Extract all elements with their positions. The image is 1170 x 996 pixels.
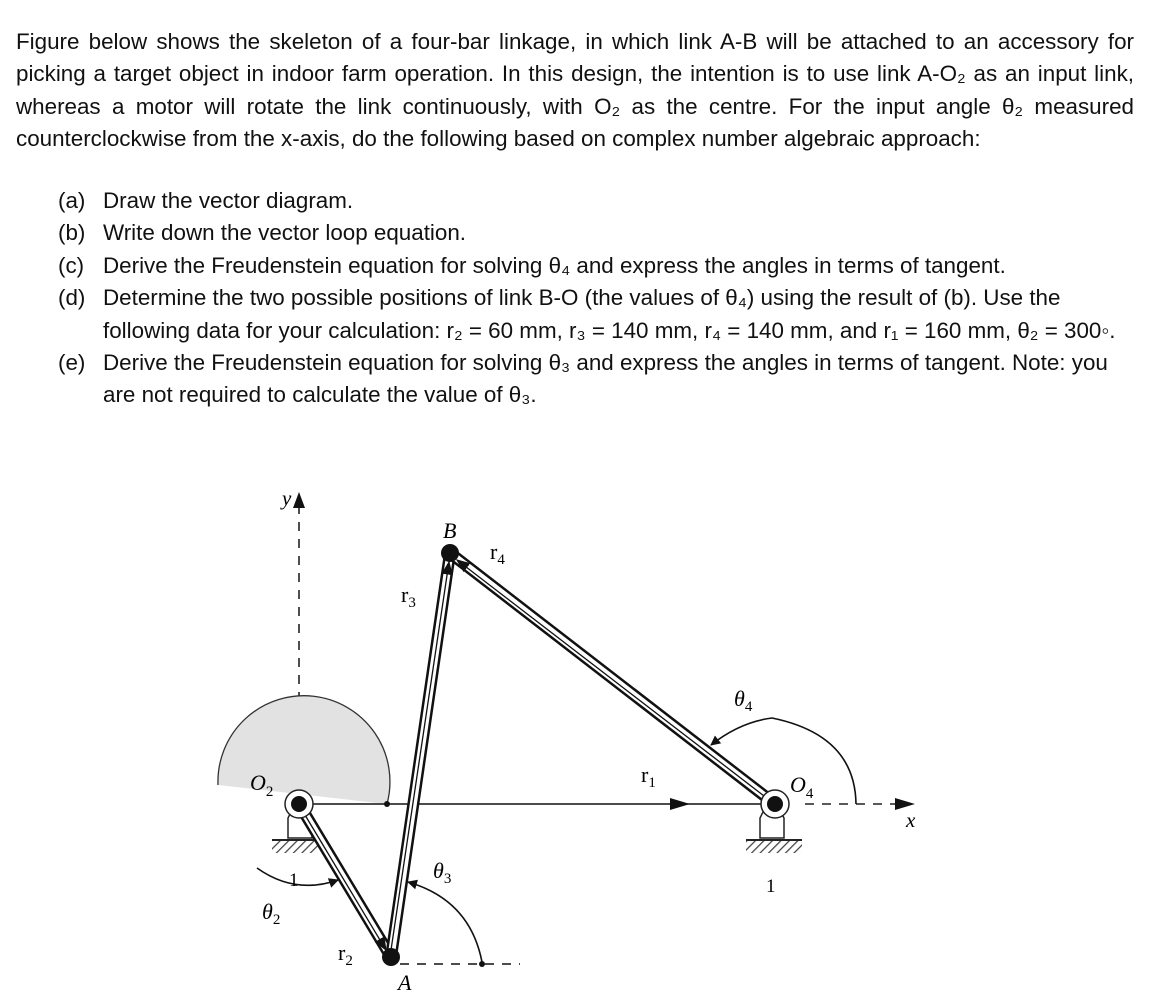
task-label: (b) <box>58 220 86 246</box>
label-b: B <box>443 518 457 543</box>
label-r3 <box>401 582 416 611</box>
label-r4-main: r <box>490 539 498 564</box>
label-o4-main: O <box>790 772 806 797</box>
task-label: (a) <box>58 188 86 213</box>
label-theta2-main: θ <box>262 899 273 924</box>
task-text: Write down the vector loop equation. <box>103 220 467 246</box>
label-r2-main: r <box>338 940 346 965</box>
label-r2 <box>338 940 353 969</box>
task-text: Determine the two possible positions of link B-O (the values of θ₄) using the result of (b). Use the following data for your calculation: r₂ = 60 mm, r₃ = 140 mm, r₄ = 140 mm, and r₁ = 160 mm, θ₂ = 300◦. <box>103 285 1116 343</box>
crank-disc <box>218 696 390 804</box>
label-o2-sub: 2 <box>265 784 274 800</box>
y-axis-arrowhead <box>293 492 305 508</box>
four-bar-linkage-figure <box>0 470 1170 996</box>
label-r1 <box>641 762 656 791</box>
task-list <box>58 185 1138 412</box>
label-theta3 <box>433 858 451 887</box>
label-ground-right: 1 <box>766 876 776 897</box>
task-item-d <box>58 282 1138 347</box>
label-r2-sub: 2 <box>345 953 353 969</box>
x-axis-label: x <box>906 808 916 832</box>
problem-intro: Figure below shows the skeleton of a four-bar linkage, in which link A-B will be attached to an accessory for picking a target object in indoor farm operation. In this design, the intention is to use link A-O₂ as an input link, whereas a motor will rotate the link continuously, with O₂ as the centre. For the input angle θ₂ measured counterclockwise from the x-axis, do the following based on complex number algebraic approach: <box>16 29 1134 152</box>
task-item-a <box>58 185 1138 217</box>
label-theta2 <box>262 899 280 928</box>
label-ground-left: 1 <box>289 870 299 891</box>
label-r4-sub: 4 <box>497 552 505 568</box>
vector-r4 <box>457 560 768 799</box>
task-text: Derive the Freudenstein equation for solving θ₄ and express the angles in terms of tangent. <box>103 252 1006 278</box>
task-label: (d) <box>58 285 86 311</box>
pivot-o4 <box>767 796 783 812</box>
vector-r2 <box>302 810 386 950</box>
label-r4 <box>490 539 505 568</box>
disc-edge-dot <box>384 801 390 807</box>
label-theta4 <box>734 686 753 715</box>
task-label: (e) <box>58 350 86 376</box>
label-theta4-sub: 4 <box>744 699 753 715</box>
r1-arrowhead <box>670 798 690 810</box>
theta3-arc <box>408 882 482 962</box>
label-theta3-main: θ <box>433 858 444 883</box>
label-o2-main: O <box>250 770 266 795</box>
theta4-arc <box>711 718 856 804</box>
ground-hatch-left <box>272 841 318 853</box>
label-theta4-main: θ <box>734 686 745 711</box>
joint-b <box>441 544 459 562</box>
task-item-c <box>58 250 1138 282</box>
label-r3-sub: 3 <box>408 595 416 611</box>
label-r3-main: r <box>401 582 409 607</box>
vector-r3 <box>391 562 449 950</box>
task-item-e <box>58 347 1138 412</box>
ground-hatch-right <box>746 841 802 853</box>
task-text: Draw the vector diagram. <box>103 188 354 213</box>
joint-a <box>382 948 400 966</box>
task-text: Derive the Freudenstein equation for solving θ₃ and express the angles in terms of tangent. Note: you are not required to calculate the value of θ₃. <box>103 350 1108 408</box>
task-item-b <box>58 217 1138 249</box>
task-label: (c) <box>58 252 85 278</box>
pivot-o2 <box>291 796 307 812</box>
label-r1-sub: 1 <box>648 775 656 791</box>
label-theta2-sub: 2 <box>272 912 281 928</box>
label-a: A <box>398 970 412 995</box>
label-theta3-sub: 3 <box>443 871 452 887</box>
label-o4-sub: 4 <box>805 786 814 802</box>
label-r1-main: r <box>641 762 649 787</box>
label-o4 <box>790 772 814 802</box>
y-axis-label: y <box>282 486 292 510</box>
